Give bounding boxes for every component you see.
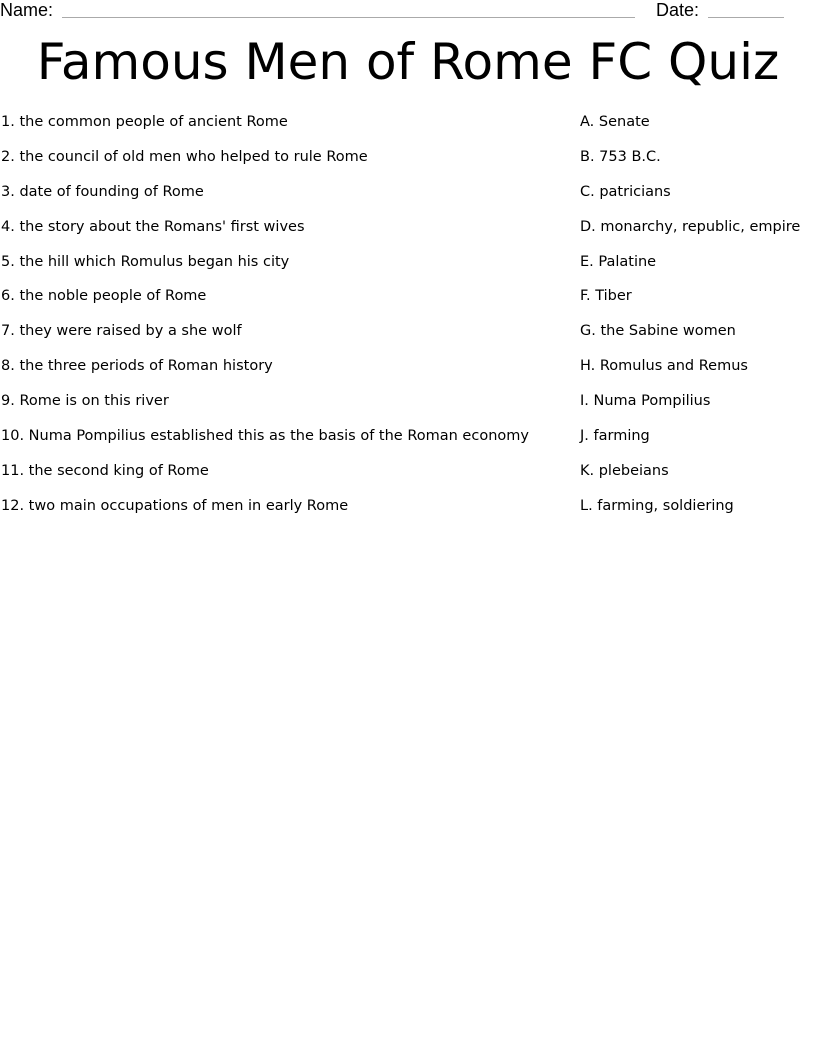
question-item: 2. the council of old men who helped to rule Rome — [1, 148, 368, 165]
question-item: 8. the three periods of Roman history — [1, 358, 273, 375]
question-item: 11. the second king of Rome — [1, 462, 209, 479]
answer-item: I. Numa Pompilius — [580, 393, 711, 410]
answer-item: D. monarchy, republic, empire — [580, 218, 801, 235]
question-item: 7. they were raised by a she wolf — [1, 323, 242, 340]
question-item: 9. Rome is on this river — [1, 393, 169, 410]
name-field[interactable] — [62, 17, 635, 18]
answer-item: F. Tiber — [580, 288, 632, 305]
question-list — [1, 112, 561, 531]
question-item: 10. Numa Pompilius established this as the basis of the Roman economy — [1, 428, 529, 445]
question-item: 3. date of founding of Rome — [1, 183, 204, 200]
page-title: Famous Men of Rome FC Quiz — [36, 33, 780, 91]
answer-item: L. farming, soldiering — [580, 497, 734, 514]
worksheet-header — [0, 0, 816, 22]
answer-item: B. 753 B.C. — [580, 148, 661, 165]
answer-list — [580, 112, 816, 531]
question-item: 1. the common people of ancient Rome — [1, 114, 288, 130]
answer-item: G. the Sabine women — [580, 323, 736, 340]
answer-item: C. patricians — [580, 183, 671, 200]
date-field[interactable] — [708, 17, 784, 18]
date-label: Date: — [656, 0, 700, 20]
answer-item: H. Romulus and Remus — [580, 358, 748, 375]
answer-item: E. Palatine — [580, 253, 657, 270]
name-label: Name: — [0, 0, 54, 20]
answer-item: A. Senate — [580, 114, 650, 130]
question-item: 6. the noble people of Rome — [1, 288, 207, 305]
answer-item: J. farming — [580, 428, 650, 445]
question-item: 12. two main occupations of men in early Rome — [1, 497, 349, 514]
question-item: 5. the hill which Romulus began his city — [1, 253, 290, 270]
answer-item: K. plebeians — [580, 462, 669, 479]
question-item: 4. the story about the Romans' first wives — [1, 218, 305, 235]
